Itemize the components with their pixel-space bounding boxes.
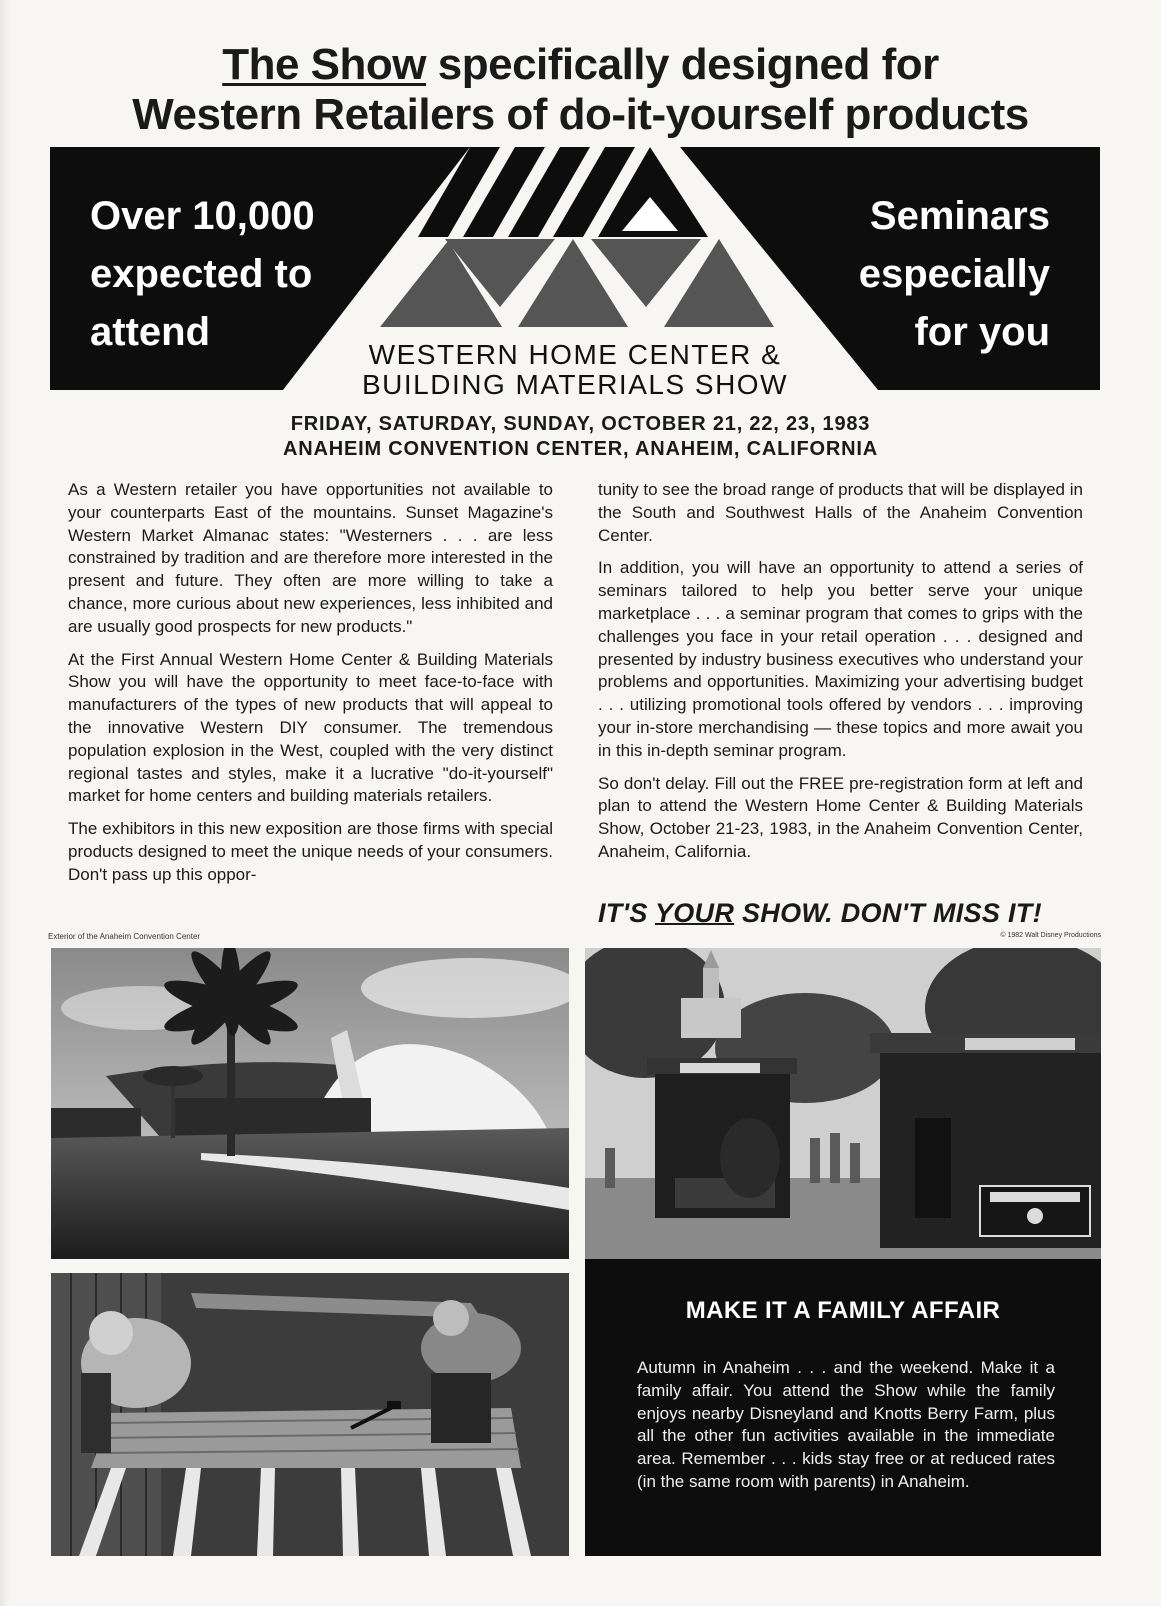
copyright-notice: © 1982 Walt Disney Productions [1000, 932, 1101, 939]
family-affair-title: MAKE IT A FAMILY AFFAIR [685, 1297, 1001, 1324]
family-affair-box [585, 1259, 1101, 1556]
headline-show-underlined: The Show [222, 40, 427, 89]
convention-center-photo [51, 948, 569, 1259]
photo-caption: Exterior of the Anaheim Convention Center [48, 932, 201, 941]
seminars-line: Seminars [869, 194, 1050, 238]
attendance-callout [90, 187, 390, 361]
page-edge [0, 0, 10, 1606]
body-paragraph: tunity to see the broad range of products that will be displayed in the South and Southwest Halls of the Anaheim Convention Center. [598, 480, 1083, 545]
event-location-line: ANAHEIM CONVENTION CENTER, ANAHEIM, CALIFORNIA [283, 438, 878, 460]
deck-building-photo [51, 1273, 569, 1556]
tagline-start: IT'S [598, 898, 655, 928]
headline [0, 40, 1161, 140]
body-column-right [598, 479, 1083, 874]
headline-line-1 [0, 40, 1161, 90]
tagline [598, 898, 1098, 929]
tagline-end: SHOW. DON'T MISS IT! [734, 898, 1042, 928]
show-name-line: WESTERN HOME CENTER & [368, 339, 782, 370]
seminars-line: especially [858, 252, 1050, 296]
seminars-callout [790, 187, 1050, 361]
body-paragraph: So don't delay. Fill out the FREE pre-registration form at left and plan to attend the Western Home Center & Building Materials Show, October 21-23, 1983, in the Anaheim Convention Center, Anaheim, California. [598, 773, 1083, 861]
tagline-emphasis: YOUR [654, 898, 735, 928]
show-name-line: BUILDING MATERIALS SHOW [361, 369, 789, 400]
body-paragraph: At the First Annual Western Home Center & Building Materials Show you will have the opportunity to meet face-to-face with manufacturers of the types of new products that will appeal to the innovative Western DIY consumer. The tremendous population explosion in the West, coupled with the very distinct regional tastes and styles, make it a lucrative "do-it-yourself" market for home centers and building materials retailers. [68, 649, 553, 806]
event-dates-line: FRIDAY, SATURDAY, SUNDAY, OCTOBER 21, 22, 23, 1983 [290, 413, 871, 435]
headline-line-2: Western Retailers of do-it-yourself products [132, 90, 1029, 139]
show-name [310, 340, 840, 400]
body-paragraph: In addition, you will have an opportunity to attend a series of seminars tailored to help you better serve your unique marketplace . . . a seminar program that comes to grips with the challenges you face in your retail operation . . . designed and presented by industry business executives who understand your problems and opportunities. Maximizing your advertising budget . . . utilizing promotional tools offered by vendors . . . improving your in-store merchandising — these topics and more await you in this in-depth seminar program. [598, 558, 1083, 760]
headline-line-1-rest: specifically designed for [437, 40, 939, 89]
seminars-line: for you [914, 310, 1050, 354]
logo-gray-triangle-icon [380, 241, 448, 327]
body-paragraph: The exhibitors in this new exposition are those firms with special products designed to meet the unique needs of your consumers. Don't pass up this oppor- [68, 819, 553, 884]
body-column-left [68, 479, 553, 897]
attendance-line: expected to [90, 252, 313, 296]
show-banner [50, 147, 1100, 402]
attendance-line: attend [90, 310, 210, 354]
body-paragraph: As a Western retailer you have opportunities not available to your counterparts East of the mountains. Sunset Magazine's Western Market Almanac states: "Westerners . . . are less constrained by tradition and are therefore more interested in the present and future. They often are more willing to take a chance, more curious about new experiences, less inhibited and are usually good prospects for new products." [68, 480, 553, 636]
attendance-line: Over 10,000 [90, 194, 315, 238]
family-affair-text: Autumn in Anaheim . . . and the weekend. Make it a family affair. You attend the Show while the family enjoys nearby Disneyland and Knotts Berry Farm, plus all the other fun activities available in the immediate area. Remember . . . kids stay free or at reduced rates (in the same room with parents) in Anaheim. [637, 1358, 1055, 1491]
disneyland-trolley-photo [585, 948, 1101, 1259]
event-dates [0, 412, 1161, 462]
